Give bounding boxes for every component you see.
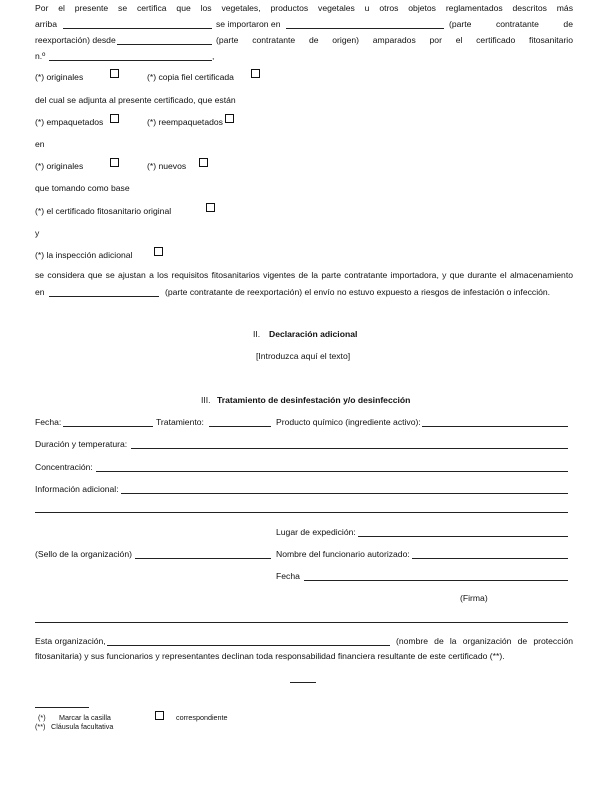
option-inspeccion-label: (*) la inspección adicional	[35, 250, 133, 260]
copia-fiel-checkbox[interactable]	[251, 69, 260, 78]
intro-reexportacion-desde: reexportación) desde	[35, 35, 116, 45]
option-originales-2-label: (*) originales	[35, 161, 84, 171]
footnote-checkbox-sample	[155, 711, 164, 720]
origin-country-field[interactable]	[117, 44, 212, 45]
section-2-title: Declaración adicional	[269, 329, 358, 339]
cert-original-checkbox[interactable]	[206, 203, 215, 212]
option-originales-label: (*) originales	[35, 72, 84, 82]
firma-label: (Firma)	[460, 593, 488, 603]
sello-field[interactable]	[135, 558, 271, 559]
inspeccion-checkbox[interactable]	[154, 247, 163, 256]
considera-line-1: se considera que se ajustan a los requisitos fitosanitarios vigentes de la parte contratante importadora, y que durante el almacenamiento	[35, 270, 573, 280]
producto-label: Producto químico (ingrediente activo):	[276, 417, 421, 427]
producto-field[interactable]	[422, 426, 568, 427]
option-del-cual: del cual se adjunta al presente certificado, que están	[35, 95, 236, 105]
duracion-field[interactable]	[131, 448, 568, 449]
end-of-form-mark	[290, 682, 316, 683]
reempaquetados-checkbox[interactable]	[225, 114, 234, 123]
lugar-field[interactable]	[358, 536, 568, 537]
import-country-field[interactable]	[286, 28, 444, 29]
tratamiento-field[interactable]	[209, 426, 271, 427]
intro-parte-origen: (parte contratante de origen) amparados por el certificado fitosanitario	[216, 35, 573, 45]
lugar-label: Lugar de expedición:	[276, 527, 356, 537]
fecha-firma-label: Fecha	[276, 571, 300, 581]
fecha-field[interactable]	[63, 426, 153, 427]
duracion-label: Duración y temperatura:	[35, 439, 128, 449]
originales-2-checkbox[interactable]	[110, 158, 119, 167]
organization-name-field[interactable]	[107, 645, 390, 646]
concentracion-label: Concentración:	[35, 462, 93, 472]
intro-line-1: Por el presente se certifica que los vegetales, productos vegetales u otros objetos reglamentados descritos más	[35, 3, 573, 13]
footnote-2-text: Cláusula facultativa	[51, 722, 114, 731]
additional-declaration-text[interactable]: [Introduzca aquí el texto]	[256, 351, 351, 361]
option-que-tomando: que tomando como base	[35, 183, 130, 193]
intro-parte-contratante: (parte contratante de	[449, 19, 573, 29]
certificate-number-field[interactable]	[49, 60, 212, 61]
intro-numero: n.º	[35, 51, 46, 61]
footnote-separator	[35, 707, 89, 708]
fecha-firma-field[interactable]	[304, 580, 568, 581]
footnote-1-mark: (*)	[38, 713, 46, 722]
footnote-1-suffix: correspondiente	[176, 713, 228, 722]
option-y: y	[35, 228, 40, 238]
originales-checkbox[interactable]	[110, 69, 119, 78]
sello-label: (Sello de la organización)	[35, 549, 132, 559]
informacion-field-continued[interactable]	[35, 512, 568, 513]
disclaimer-esta-organizacion: Esta organización,	[35, 636, 106, 646]
signature-separator	[35, 622, 568, 623]
reexport-country-field[interactable]	[49, 296, 159, 297]
footnote-1-text: Marcar la casilla	[59, 713, 111, 722]
footnote-2-mark: (**)	[35, 722, 46, 731]
empaquetados-checkbox[interactable]	[110, 114, 119, 123]
tratamiento-label: Tratamiento:	[156, 417, 204, 427]
origin-blank-field[interactable]	[63, 28, 212, 29]
option-en: en	[35, 139, 45, 149]
disclaimer-nombre-org: (nombre de la organización de protección	[396, 636, 573, 646]
informacion-field[interactable]	[121, 493, 568, 494]
concentracion-field[interactable]	[96, 471, 568, 472]
section-3-title: Tratamiento de desinfestación y/o desinfección	[217, 395, 411, 405]
considera-line-2: (parte contratante de reexportación) el envío no estuvo expuesto a riesgos de infestación o infección.	[165, 287, 551, 297]
considera-en: en	[35, 287, 45, 297]
nombre-field[interactable]	[412, 558, 568, 559]
section-2-number: II.	[253, 329, 261, 339]
option-cert-original-label: (*) el certificado fitosanitario original	[35, 206, 172, 216]
intro-comma: ,	[212, 51, 215, 61]
option-reempaquetados-label: (*) reempaquetados	[147, 117, 223, 127]
disclaimer-line-2: fitosanitaria) y sus funcionarios y representantes declinan toda responsabilidad financiera resultante de este certificado (**).	[35, 651, 505, 661]
intro-arriba: arriba	[35, 19, 57, 29]
fecha-label: Fecha:	[35, 417, 62, 427]
nuevos-checkbox[interactable]	[199, 158, 208, 167]
option-empaquetados-label: (*) empaquetados	[35, 117, 104, 127]
nombre-label: Nombre del funcionario autorizado:	[276, 549, 410, 559]
informacion-label: Información adicional:	[35, 484, 119, 494]
intro-se-importaron: se importaron en	[216, 19, 281, 29]
option-copia-fiel-label: (*) copia fiel certificada	[147, 72, 234, 82]
section-3-number: III.	[201, 395, 211, 405]
option-nuevos-label: (*) nuevos	[147, 161, 187, 171]
